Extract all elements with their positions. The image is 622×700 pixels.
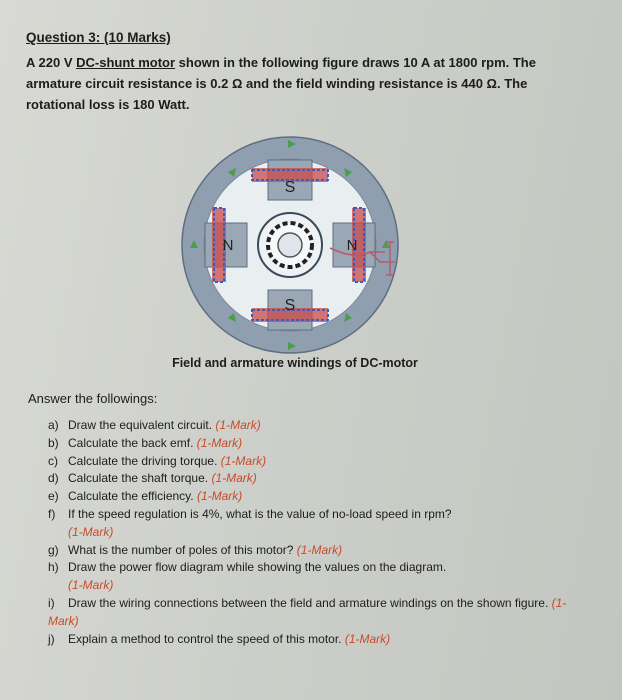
intro-text-rest: shown in the following figure draws 10 A at 1800 rpm. The armature circuit resistance is 0.2 Ω and the field winding resistance is 440 Ω. The rotational loss is 180 Watt. [26,55,536,112]
item-text: Draw the equivalent circuit. [68,418,213,432]
item-label: b) [48,435,59,450]
item-mark: (1-Mark) [220,453,267,468]
item-text: What is the number of poles of this motor? [68,542,294,557]
item-mark: (1-Mark) [68,524,114,539]
item-mark: (1-Mark) [296,542,343,557]
list-item [48,453,588,471]
item-text: If the speed regulation is 4%, what is the value of no-load speed in rpm? [68,506,452,521]
item-mark: (1-Mark) [68,578,114,593]
item-label: e) [48,489,59,504]
pole-label-left: N [222,237,234,254]
item-label: a) [48,418,59,432]
item-mark: (1-Mark) [196,489,243,504]
list-item [48,435,588,453]
figure-caption-text: Field and armature windings of DC-motor [172,356,418,370]
list-item [48,559,588,595]
item-label: j) [48,631,55,646]
item-label: f) [48,506,56,521]
item-text: Calculate the shaft torque. [68,471,209,486]
pole-label-right: N [346,237,358,254]
item-text: Calculate the driving torque. [68,453,218,468]
list-item [48,417,588,435]
item-mark: (1-Mark) [344,631,391,646]
motor-windings-figure [180,130,420,360]
question-intro [26,52,586,115]
question-list [48,417,588,648]
figure-caption [0,356,622,370]
item-mark: (1-Mark) [48,595,567,628]
list-item [48,506,588,542]
item-label: d) [48,471,59,486]
item-text: Calculate the back emf. [68,435,194,450]
item-label: h) [48,560,59,575]
list-item [48,595,588,631]
item-text: Explain a method to control the speed of this motor. [68,631,342,646]
item-mark: (1-Mark) [215,418,261,432]
item-mark: (1-Mark) [196,435,243,450]
list-item [48,542,588,560]
list-item [48,631,588,649]
pole-label-bottom: S [284,297,296,314]
pole-label-top: S [284,179,296,196]
item-text: Draw the power flow diagram while showing the values on the diagram. [68,560,447,575]
item-label: c) [48,453,58,468]
item-mark: (1-Mark) [211,471,257,486]
item-label: i) [48,595,55,610]
intro-term: DC-shunt motor [76,55,176,70]
answer-heading: Answer the followings: [28,391,158,406]
list-item [48,488,588,506]
item-text: Calculate the efficiency. [68,489,194,504]
item-label: g) [48,542,59,557]
intro-text-start: A 220 V [26,55,77,70]
question-title: Question 3: (10 Marks) [26,30,171,45]
list-item [48,470,588,488]
item-text: Draw the wiring connections between the field and armature windings on the shown figure. [68,595,549,610]
